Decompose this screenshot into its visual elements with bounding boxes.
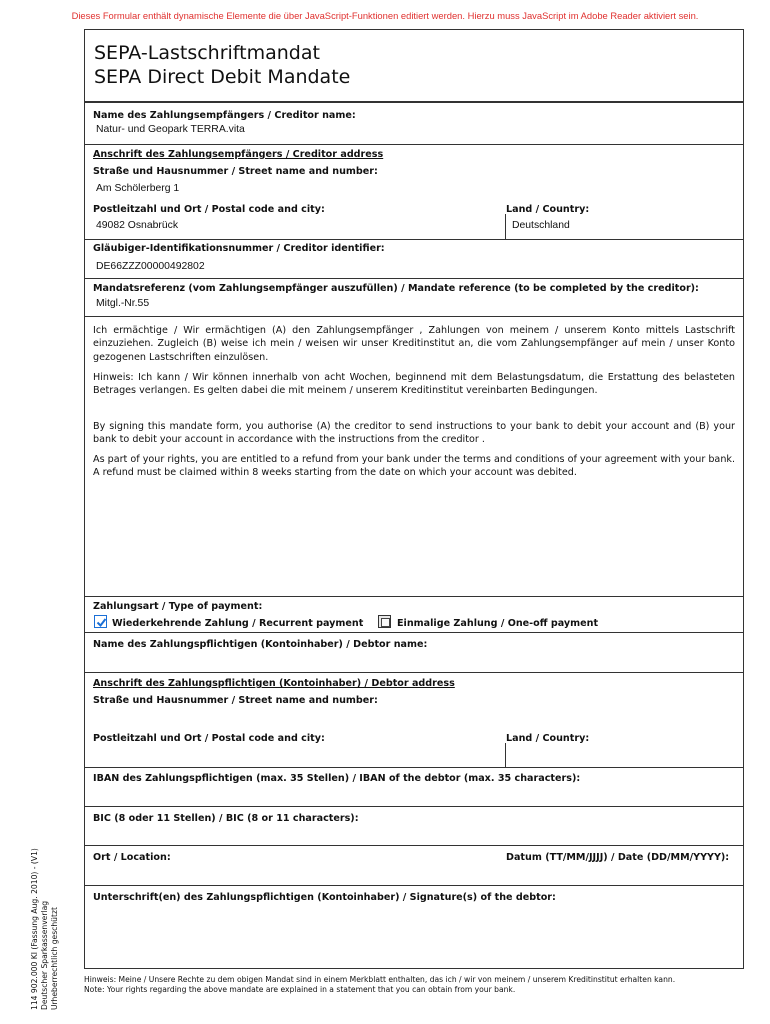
- debtor-postal-label: Postleitzahl und Ort / Postal code and city:: [93, 733, 325, 744]
- divider: [85, 144, 743, 145]
- divider: [85, 885, 743, 886]
- creditor-country-field[interactable]: Deutschland: [512, 220, 570, 231]
- publisher: Deutscher Sparkassenverlag: [40, 900, 49, 1010]
- creditor-postal-field[interactable]: 49082 Osnabrück: [96, 220, 179, 231]
- form-imprint: [30, 830, 60, 1010]
- recurrent-payment-label: Wiederkehrende Zahlung / Recurrent payment: [112, 618, 364, 629]
- creditor-address-heading: Anschrift des Zahlungsempfängers / Creditor address: [93, 149, 384, 160]
- creditor-street-field[interactable]: Am Schölerberg 1: [96, 183, 180, 194]
- creditor-country-label: Land / Country:: [506, 204, 590, 215]
- footer-note-de: Hinweis: Meine / Unsere Rechte zu dem obigen Mandat sind in einem Merkblatt enthalten, das ich / wir von meinem / unserem Kreditinstitut erhalten kann.: [84, 975, 676, 984]
- recurrent-payment-checkbox[interactable]: [94, 615, 107, 628]
- form-title-en: SEPA Direct Debit Mandate: [94, 66, 351, 88]
- signature-label: Unterschrift(en) des Zahlungspflichtigen (Kontoinhaber) / Signature(s) of the debtor:: [93, 892, 556, 903]
- divider: [85, 632, 743, 633]
- footer-note-en: Note: Your rights regarding the above mandate are explained in a statement that you can obtain from your bank.: [84, 985, 516, 994]
- payment-type-label: Zahlungsart / Type of payment:: [93, 601, 263, 612]
- form-number: 114 902.000 KI (Fassung Aug. 2010) - (V1): [30, 848, 39, 1010]
- location-label: Ort / Location:: [93, 852, 171, 863]
- divider: [85, 596, 743, 597]
- mandate-text-en-rights: As part of your rights, you are entitled to a refund from your bank under the terms and conditions of your agreement with your bank. A refund must be claimed within 8 weeks starting from the date on which your account was debited.: [93, 454, 735, 479]
- mandate-reference-label: Mandatsreferenz (vom Zahlungsempfänger auszufüllen) / Mandate reference (to be completed by the creditor):: [93, 283, 699, 294]
- creditor-street-label: Straße und Hausnummer / Street name and number:: [93, 166, 378, 177]
- debtor-iban-label: IBAN des Zahlungspflichtigen (max. 35 Stellen) / IBAN of the debtor (max. 35 characters):: [93, 773, 581, 784]
- mandate-text-en-authorisation: By signing this mandate form, you authorise (A) the creditor to send instructions to your bank to debit your account and (B) your bank to debit your account in accordance with the instructions from the creditor .: [93, 421, 735, 446]
- divider: [505, 214, 506, 239]
- creditor-identifier-label: Gläubiger-Identifikationsnummer / Creditor identifier:: [93, 243, 385, 254]
- mandate-form: [84, 102, 744, 969]
- mandate-text-de-note: Hinweis: Ich kann / Wir können innerhalb von acht Wochen, beginnend mit dem Belastungsdatum, die Erstattung des belasteten Betrages verlangen. Es gelten dabei die mit meinem / unserem Kreditinstitut vereinbarten Bedingungen.: [93, 372, 735, 397]
- creditor-name-field[interactable]: Natur- und Geopark TERRA.vita: [96, 124, 245, 135]
- debtor-address-heading: Anschrift des Zahlungspflichtigen (Kontoinhaber) / Debtor address: [93, 678, 455, 689]
- divider: [85, 278, 743, 279]
- creditor-identifier-field[interactable]: DE66ZZZ00000492802: [96, 261, 205, 272]
- checkmark-icon: [95, 616, 108, 629]
- form-title-de: SEPA-Lastschriftmandat: [94, 42, 320, 64]
- divider: [85, 239, 743, 240]
- one-off-payment-label: Einmalige Zahlung / One-off payment: [397, 618, 599, 629]
- debtor-street-label: Straße und Hausnummer / Street name and number:: [93, 695, 378, 706]
- divider: [85, 845, 743, 846]
- debtor-name-label: Name des Zahlungspflichtigen (Kontoinhaber) / Debtor name:: [93, 639, 428, 650]
- one-off-payment-checkbox[interactable]: [378, 615, 391, 628]
- divider: [505, 743, 506, 767]
- creditor-postal-label: Postleitzahl und Ort / Postal code and city:: [93, 204, 325, 215]
- divider: [85, 672, 743, 673]
- debtor-bic-label: BIC (8 oder 11 Stellen) / BIC (8 or 11 characters):: [93, 813, 359, 824]
- title-box: [84, 29, 744, 102]
- creditor-name-label: Name des Zahlungsempfängers / Creditor name:: [93, 110, 356, 121]
- debtor-country-label: Land / Country:: [506, 733, 590, 744]
- javascript-notice: Dieses Formular enthält dynamische Elemente die über JavaScript-Funktionen editiert werden. Hierzu muss JavaScript im Adobe Reader aktiviert sein.: [71, 10, 699, 21]
- divider: [85, 316, 743, 317]
- footer-note: [84, 975, 675, 995]
- divider: [85, 806, 743, 807]
- divider: [85, 767, 743, 768]
- mandate-text-de-authorisation: Ich ermächtige / Wir ermächtigen (A) den Zahlungsempfänger , Zahlungen von meinem / unserem Konto mittels Lastschrift einzuziehen. Zugleich (B) weise ich mein / weisen wir unser Kreditinstitut an, die vom Zahlungsempfänger auf mein / unser Konto gezogenen Lastschriften einzulösen.: [93, 325, 735, 363]
- mandate-reference-field[interactable]: Mitgl.-Nr.55: [96, 298, 150, 309]
- date-label: Datum (TT/MM/JJJJ) / Date (DD/MM/YYYY):: [506, 852, 730, 863]
- copyright: Urheberrechtlich geschützt: [50, 907, 59, 1010]
